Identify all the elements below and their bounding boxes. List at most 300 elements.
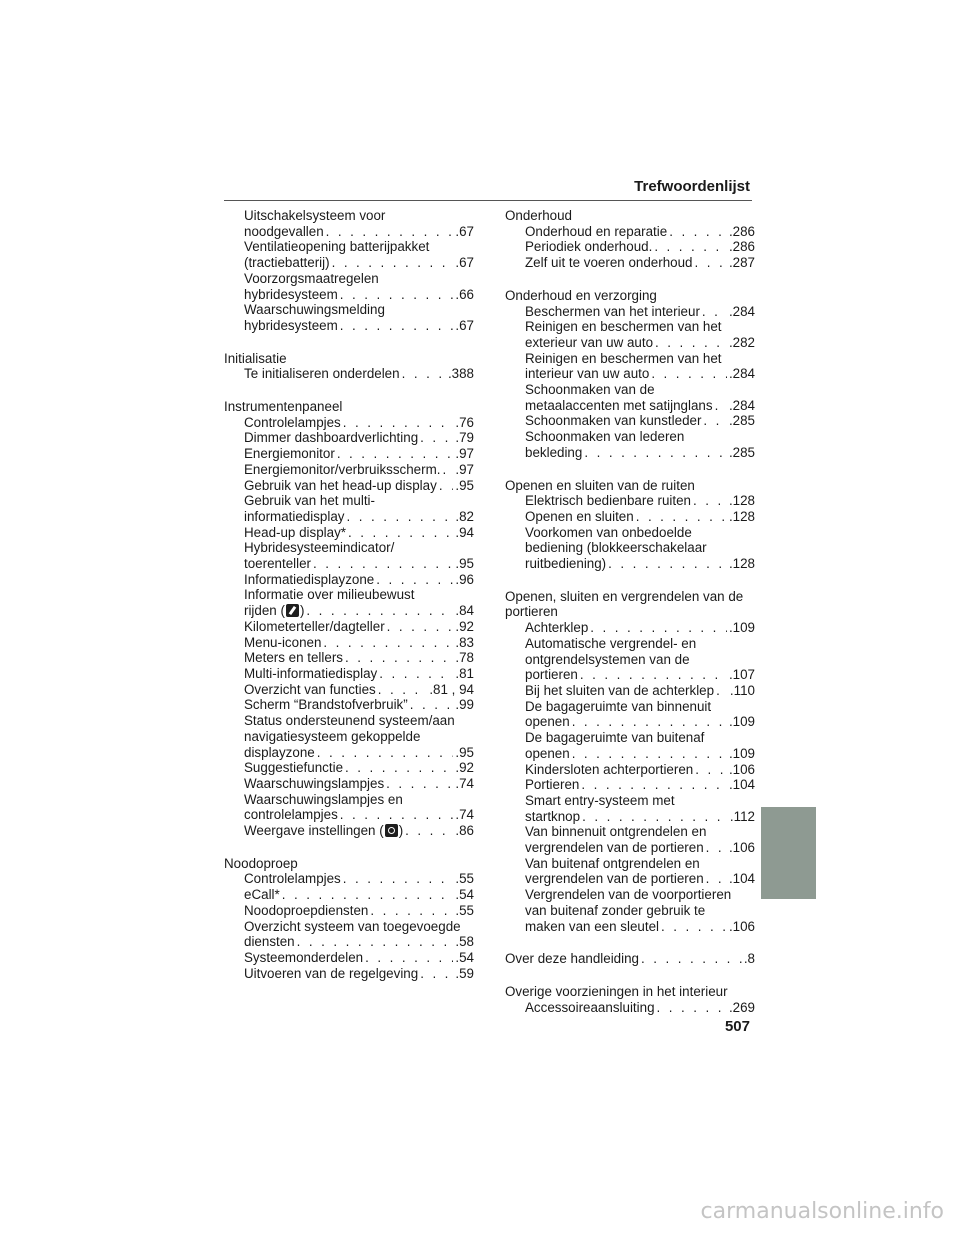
index-entry — [505, 509, 755, 525]
index-entry-label: Accessoireaansluiting — [525, 999, 655, 1015]
index-entry-text — [244, 572, 374, 588]
index-entry-text — [244, 415, 341, 431]
index-entry — [224, 415, 474, 431]
index-entry-text — [244, 966, 418, 982]
page-reference: .285 — [728, 444, 755, 460]
index-entry-label: hybridesysteem — [244, 286, 338, 302]
index-entry-label: diensten — [244, 934, 295, 950]
index-entry-text — [244, 603, 304, 619]
index-heading: Onderhoud en verzorging — [505, 287, 657, 303]
index-entry-label: bekleding — [525, 444, 583, 460]
index-entry-text — [244, 635, 321, 651]
index-entry-label: Energiemonitor/verbruiksscherm. — [244, 461, 441, 477]
index-section — [505, 984, 755, 1015]
index-heading: Openen, sluiten en vergrendelen van de — [505, 588, 744, 604]
index-entry-leader — [244, 807, 474, 823]
dot-leader — [420, 966, 453, 982]
page-reference: .106 — [728, 840, 755, 856]
index-entry-leader — [244, 760, 474, 776]
index-entry — [224, 478, 474, 494]
index-entry-text — [244, 619, 385, 635]
dot-leader — [655, 335, 727, 351]
index-entry-label: informatiedisplay — [244, 508, 345, 524]
dot-leader — [572, 746, 727, 762]
index-entry-leader — [244, 603, 474, 619]
index-entry — [224, 682, 474, 698]
page-reference: .128 — [728, 556, 755, 572]
dot-leader — [370, 903, 453, 919]
index-entry-leader — [244, 572, 474, 588]
index-heading: Noodoproep — [224, 855, 298, 871]
watermark: carmanualsonline.info — [700, 1199, 944, 1224]
page-reference: .55 — [455, 902, 474, 918]
page-reference: .107 — [728, 667, 755, 683]
index-entry — [224, 950, 474, 966]
index-entry-leader — [244, 823, 474, 839]
index-entry-text — [525, 493, 691, 509]
index-entry-leader — [525, 413, 755, 429]
index-entry-label: Openen en sluiten — [525, 508, 634, 524]
index-entry-line: Ventilatieopening batterijpakket — [244, 239, 430, 255]
index-entry-text — [244, 224, 324, 240]
index-column-left — [224, 208, 474, 998]
index-entry-label: metaalaccenten met satijnglans — [525, 397, 713, 413]
dot-leader — [590, 620, 727, 636]
index-entry-text — [244, 509, 344, 525]
dot-leader — [581, 777, 727, 793]
index-section — [505, 478, 755, 572]
index-entry-leader — [525, 509, 755, 525]
index-entry-suffix: ) — [398, 823, 404, 839]
page-reference: .97 — [455, 446, 474, 462]
dot-leader — [703, 413, 727, 429]
dot-leader — [346, 509, 453, 525]
index-entry-text — [244, 318, 338, 334]
dot-leader — [345, 650, 453, 666]
index-entry-leader — [525, 746, 755, 762]
index-entry-leader — [525, 919, 755, 935]
page-reference: .76 — [455, 414, 474, 430]
index-entry-text — [525, 714, 570, 730]
index-entry-leader — [525, 493, 755, 509]
index-entry-text — [525, 255, 693, 271]
dot-leader — [582, 809, 728, 825]
index-entry-line: Reinigen en beschermen van het — [525, 319, 722, 335]
index-entry — [505, 887, 755, 934]
dot-leader — [317, 745, 454, 761]
index-section — [505, 288, 755, 461]
page-reference: .74 — [455, 807, 474, 823]
index-section — [224, 399, 474, 839]
index-entry-line: Vergrendelen van de voorportieren — [525, 887, 732, 903]
index-section — [505, 589, 755, 934]
index-section — [505, 951, 755, 967]
index-entry-text — [525, 1000, 655, 1016]
index-entry-text — [244, 556, 311, 572]
index-entry-leader — [244, 934, 474, 950]
index-entry-text — [525, 224, 667, 240]
index-entry-leader — [525, 239, 755, 255]
index-entry-leader — [525, 445, 755, 461]
index-entry-text — [525, 840, 704, 856]
index-entry — [224, 430, 474, 446]
page-reference: .128 — [728, 493, 755, 509]
page-reference: .106 — [728, 918, 755, 934]
index-entry — [505, 762, 755, 778]
index-entry-line: navigatiesysteem gekoppelde — [244, 728, 421, 744]
dot-leader — [636, 509, 727, 525]
index-entry — [224, 903, 474, 919]
index-entry-label: rijden ( — [244, 603, 285, 619]
index-entry-label: Portieren — [525, 777, 580, 793]
index-entry-leader — [525, 762, 755, 778]
index-entry-leader — [244, 318, 474, 334]
index-entry — [505, 620, 755, 636]
index-heading: Openen en sluiten van de ruiten — [505, 477, 695, 493]
index-entry-label: Onderhoud en reparatie — [525, 223, 668, 239]
index-entry — [224, 635, 474, 651]
index-entry-label: Gebruik van het head-up display — [244, 477, 437, 493]
index-entry-line: ontgrendelsystemen van de — [525, 651, 690, 667]
index-entry — [224, 572, 474, 588]
index-entry-leader — [525, 714, 755, 730]
index-entry-line: Voorkomen van onbedoelde — [525, 524, 692, 540]
dot-leader — [651, 366, 727, 382]
page-reference: .92 — [455, 760, 474, 776]
index-entry-text — [525, 809, 580, 825]
index-entry-text — [244, 823, 403, 839]
dot-leader — [695, 255, 727, 271]
index-entry — [224, 792, 474, 823]
dot-leader — [405, 823, 453, 839]
index-entry-leader — [244, 287, 474, 303]
index-entry-text — [525, 413, 701, 429]
index-entry-label: Schoonmaken van kunstleder — [525, 413, 702, 429]
dot-leader — [580, 667, 727, 683]
page-reference: .78 — [455, 650, 474, 666]
page-reference: .112 — [729, 808, 755, 824]
index-entry-label: Elektrisch bedienbare ruiten — [525, 493, 691, 509]
index-entry-leader — [505, 951, 755, 967]
index-entry-label: Waarschuwingslampjes — [244, 775, 385, 791]
index-entry-leader — [244, 462, 474, 478]
page-reference: .284 — [728, 366, 755, 382]
index-entry-label: vergrendelen van de portieren — [525, 840, 704, 856]
dot-leader — [379, 666, 453, 682]
index-entry-line: Waarschuwingslampjes en — [244, 791, 403, 807]
index-entry-label: Head-up display* — [244, 524, 346, 540]
index-entry-label: portieren — [525, 667, 578, 683]
dot-leader — [343, 871, 454, 887]
index-entry-leader — [244, 430, 474, 446]
index-entry-text — [525, 777, 579, 793]
dot-leader — [348, 525, 453, 541]
index-entry — [224, 697, 474, 713]
index-entry-label: Kindersloten achterportieren — [525, 761, 694, 777]
dot-leader — [439, 478, 454, 494]
page-reference: .54 — [455, 887, 474, 903]
page-reference: .286 — [728, 239, 755, 255]
index-entry-leader — [525, 683, 755, 699]
page-reference: .82 — [455, 508, 474, 524]
index-entry — [224, 776, 474, 792]
index-entry-line: Voorzorgsmaatregelen — [244, 270, 379, 286]
index-entry — [505, 304, 755, 320]
page-reference: .81 , 94 — [429, 681, 474, 697]
index-entry-line: Overzicht systeem van toegevoegde — [244, 918, 461, 934]
page-reference: .99 — [455, 697, 474, 713]
page-reference: .287 — [728, 255, 755, 271]
index-entry-text — [525, 304, 700, 320]
index-entry-leader — [525, 366, 755, 382]
index-entry-label: Uitvoeren van de regelgeving — [244, 965, 419, 981]
dot-leader — [340, 287, 454, 303]
index-entry — [505, 699, 755, 730]
index-entry-line: Waarschuwingsmelding — [244, 302, 385, 318]
index-entry-label: Te initialiseren onderdelen — [244, 366, 400, 382]
index-entry — [224, 540, 474, 571]
index-entry-text — [244, 462, 440, 478]
index-entry-leader — [525, 667, 755, 683]
index-entry — [224, 302, 474, 333]
index-entry-text — [244, 745, 315, 761]
index-entry-line: Uitschakelsysteem voor — [244, 208, 386, 223]
index-entry-text — [525, 871, 704, 887]
index-entry — [224, 666, 474, 682]
page-reference: .284 — [728, 397, 755, 413]
index-entry-leader — [525, 1000, 755, 1016]
index-entry — [224, 366, 474, 382]
index-entry-text — [244, 807, 338, 823]
index-entry — [505, 951, 755, 967]
dot-leader — [323, 635, 453, 651]
page-number: 507 — [724, 1018, 750, 1035]
index-entry-label: maken van een sleutel — [525, 918, 659, 934]
index-entry-label: Zelf uit te voeren onderhoud — [525, 255, 693, 271]
index-entry-leader — [244, 697, 474, 713]
page-reference: .109 — [728, 745, 755, 761]
index-entry-label: Multi-informatiedisplay — [244, 665, 378, 681]
dot-leader — [654, 239, 727, 255]
index-entry — [224, 619, 474, 635]
index-entry-label: exterieur van uw auto — [525, 334, 654, 350]
section-thumb-tab — [761, 807, 816, 899]
page-reference: .106 — [728, 761, 755, 777]
index-entry-suffix: ) — [299, 603, 305, 619]
index-entry-leader — [244, 650, 474, 666]
index-entry — [224, 713, 474, 760]
index-entry-text — [244, 650, 343, 666]
index-entry-leader — [525, 335, 755, 351]
page-reference: .284 — [728, 303, 755, 319]
index-entry-label: noodgevallen — [244, 223, 324, 239]
index-entry-text — [244, 478, 437, 494]
index-entry-text — [244, 666, 377, 682]
index-entry-line: Automatische vergrendel- en — [525, 635, 697, 651]
dot-leader — [641, 951, 742, 967]
dot-leader — [378, 682, 428, 698]
index-entry-line: Smart entry-systeem met — [525, 792, 675, 808]
page-reference: .81 — [455, 665, 474, 681]
index-entry — [505, 351, 755, 382]
index-entry-label: interieur van uw auto — [525, 366, 650, 382]
index-entry-label: toerenteller — [244, 556, 311, 572]
dot-leader — [343, 415, 454, 431]
index-entry-text — [525, 919, 659, 935]
header-rule — [224, 200, 752, 201]
page-reference: .58 — [455, 934, 474, 950]
index-entry-text — [505, 951, 639, 967]
dot-leader — [340, 318, 454, 334]
index-entry-line: Van buitenaf ontgrendelen en — [525, 855, 700, 871]
index-entry-text — [244, 697, 408, 713]
index-entry — [224, 587, 474, 618]
index-entry — [505, 224, 755, 240]
index-entry-label: Achterklep — [525, 620, 589, 636]
index-entry — [505, 856, 755, 887]
index-entry — [224, 525, 474, 541]
index-entry-leader — [244, 366, 474, 382]
index-entry-leader — [525, 620, 755, 636]
index-entry-text — [244, 430, 418, 446]
index-heading-continued: portieren — [505, 604, 558, 620]
index-entry-label: controlelampjes — [244, 807, 338, 823]
index-entry-leader — [525, 255, 755, 271]
index-entry — [505, 730, 755, 761]
index-entry-leader — [244, 666, 474, 682]
index-entry-label: Bij het sluiten van de achterklep — [525, 682, 715, 698]
dot-leader — [442, 462, 453, 478]
index-entry-label: ruitbediening) — [525, 556, 607, 572]
index-entry-leader — [525, 304, 755, 320]
index-section — [224, 351, 474, 382]
index-entry — [224, 871, 474, 887]
index-entry-leader — [244, 887, 474, 903]
index-entry-leader — [244, 745, 474, 761]
index-entry-leader — [244, 950, 474, 966]
index-entry-line: De bagageruimte van binnenuit — [525, 698, 712, 714]
index-entry-label: Systeemonderdelen — [244, 949, 364, 965]
index-entry — [224, 650, 474, 666]
index-entry — [505, 382, 755, 413]
index-entry-line: bediening (blokkeerschakelaar — [525, 540, 707, 556]
index-entry — [505, 429, 755, 460]
page-reference: .104 — [728, 871, 755, 887]
index-entry-leader — [525, 809, 755, 825]
page-reference: .67 — [455, 223, 474, 239]
page-reference: .128 — [728, 508, 755, 524]
page-reference: .67 — [455, 317, 474, 333]
dot-leader — [716, 683, 728, 699]
page-reference: .282 — [728, 334, 755, 350]
index-entry-label: Weergave instellingen ( — [244, 823, 384, 839]
page-reference: .8 — [743, 951, 755, 967]
page-reference: .84 — [455, 603, 474, 619]
dot-leader — [326, 224, 454, 240]
index-entry — [505, 319, 755, 350]
index-entry-label: Suggestiefunctie — [244, 760, 344, 776]
page-reference: .74 — [455, 775, 474, 791]
page-reference: .54 — [455, 949, 474, 965]
page-reference: .104 — [728, 777, 755, 793]
index-entry-leader — [525, 398, 755, 414]
index-entry — [505, 636, 755, 683]
index-heading: Overige voorzieningen in het interieur — [505, 983, 728, 999]
index-section — [224, 856, 474, 982]
page-reference: .97 — [455, 461, 474, 477]
index-entry — [505, 255, 755, 271]
index-entry — [224, 493, 474, 524]
index-section — [505, 208, 755, 271]
index-entry-text — [244, 446, 335, 462]
dot-leader — [420, 430, 453, 446]
dot-leader — [402, 366, 446, 382]
page-reference: .96 — [455, 571, 474, 587]
index-entry-label: openen — [525, 745, 570, 761]
index-entry-label: Controlelampjes — [244, 414, 341, 430]
index-entry-text — [244, 903, 368, 919]
index-entry-text — [244, 525, 346, 541]
page-reference: .67 — [455, 255, 474, 271]
index-entry-text — [525, 746, 570, 762]
dot-leader — [386, 776, 453, 792]
index-entry-leader — [244, 415, 474, 431]
index-entry-label: openen — [525, 714, 570, 730]
page-reference: .285 — [728, 413, 755, 429]
index-entry-label: Overzicht van functies — [244, 681, 376, 697]
index-entry-text — [244, 255, 330, 271]
index-entry-text — [525, 445, 582, 461]
index-entry-line: Hybridesysteemindicator/ — [244, 540, 395, 556]
index-entry-label: Menu-iconen — [244, 634, 322, 650]
page-reference: .269 — [728, 999, 755, 1015]
index-entry — [505, 239, 755, 255]
index-entry-label: Controlelampjes — [244, 871, 341, 887]
index-entry — [505, 1000, 755, 1016]
index-entry-leader — [525, 224, 755, 240]
page-reference: .55 — [455, 871, 474, 887]
index-entry-leader — [244, 525, 474, 541]
dot-leader — [337, 446, 454, 462]
index-entry-label: displayzone — [244, 744, 315, 760]
index-entry-text — [525, 683, 714, 699]
index-entry-text — [525, 239, 652, 255]
index-entry-leader — [244, 556, 474, 572]
dot-leader — [306, 603, 453, 619]
index-entry-label: Informatiedisplayzone — [244, 571, 375, 587]
index-entry-line: van buitenaf zonder gebruik te — [525, 902, 706, 918]
index-entry-label: Energiemonitor — [244, 446, 335, 462]
index-entry-text — [244, 871, 341, 887]
dot-leader — [661, 919, 727, 935]
index-entry — [505, 793, 755, 824]
index-entry-line: De bagageruimte van buitenaf — [525, 730, 705, 746]
index-section — [224, 208, 474, 334]
index-entry-label: (tractiebatterij) — [244, 255, 330, 271]
dot-leader — [376, 572, 453, 588]
index-entry-label: Noodoproepdiensten — [244, 902, 369, 918]
index-entry — [224, 823, 474, 839]
dot-leader — [702, 304, 727, 320]
index-entry-text — [525, 620, 588, 636]
index-entry-label: Beschermen van het interieur — [525, 303, 700, 319]
index-entry-leader — [525, 556, 755, 572]
page-reference: .388 — [447, 366, 474, 382]
dot-leader — [657, 1000, 727, 1016]
dot-leader — [695, 762, 727, 778]
index-entry — [224, 887, 474, 903]
page-reference: .95 — [455, 556, 474, 572]
